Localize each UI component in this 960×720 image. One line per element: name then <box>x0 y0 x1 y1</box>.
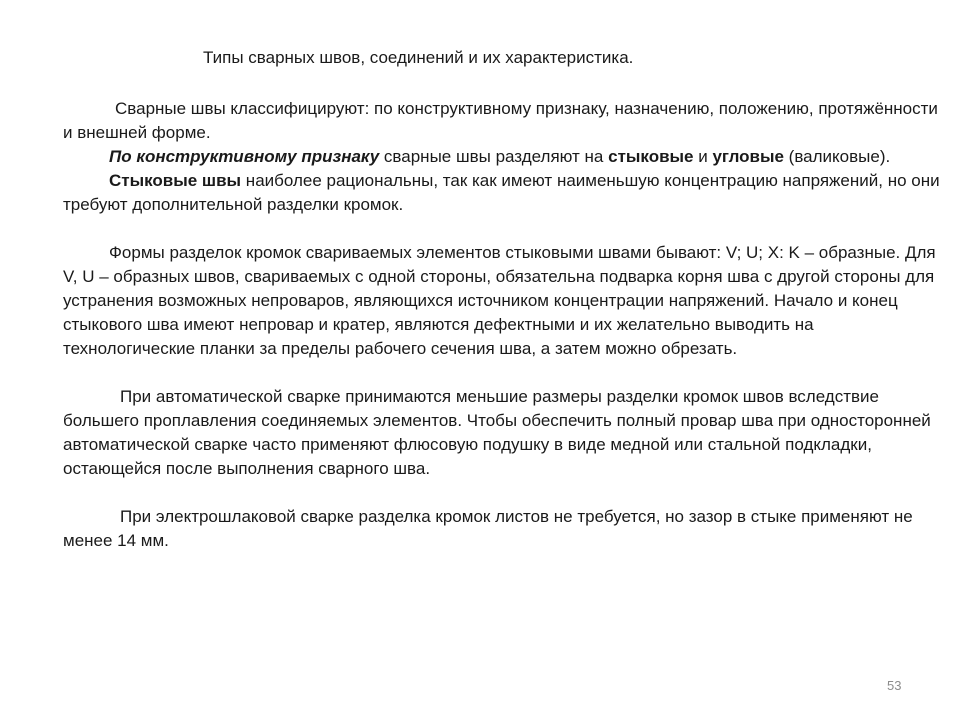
slide-body <box>63 97 943 553</box>
paragraph-automatic-welding: При автоматической сварке принимаются меньшие размеры разделки кромок швов вследствие большего проплавления соединяемых элементов. Чтобы обеспечить полный провар шва при односторонней автоматической сварке часто применяют флюсовую подушку в виде медной или стальной подкладки, остающейся после выполнения сварного шва. <box>63 387 931 478</box>
text-fragment: и <box>693 147 713 166</box>
paragraph-butt-welds <box>63 169 943 217</box>
term-butt-welds: стыковые <box>608 147 694 166</box>
paragraph-constructive <box>63 145 943 169</box>
page-number: 53 <box>887 678 902 693</box>
paragraph-classification: Сварные швы классифицируют: по конструктивному признаку, назначению, положению, протяжённости и внешней форме. <box>63 99 938 142</box>
term-fillet-welds: угловые <box>712 147 784 166</box>
slide-title: Типы сварных швов, соединений и их характеристика. <box>203 48 634 67</box>
text-fragment: наиболее рациональны, так как имеют наименьшую концентрацию напряжений, но они требуют дополнительной разделки кромок. <box>63 171 940 214</box>
paragraph-electroslag-welding: При электрошлаковой сварке разделка кромок листов не требуется, но зазор в стыке применяют не менее 14 мм. <box>63 507 913 550</box>
text-fragment: сварные швы разделяют на <box>379 147 609 166</box>
paragraph-edge-preparation: Формы разделок кромок свариваемых элементов стыковыми швами бывают: V; U; X: K – образные. Для V, U – образных швов, свариваемых с одной стороны, обязательна подварка корня шва с другой стороны для устранения возможных непроваров, являющихся источником концентрации напряжений. Начало и конец стыкового шва имеют непровар и кратер, являются дефектными и их желательно выводить на технологические планки за пределы рабочего сечения шва, а затем можно обрезать. <box>63 243 936 358</box>
text-fragment: (валиковые). <box>783 147 891 166</box>
term-butt-welds-heading: Стыковые швы <box>109 171 242 190</box>
term-constructive-feature: По конструктивному признаку <box>109 147 380 166</box>
